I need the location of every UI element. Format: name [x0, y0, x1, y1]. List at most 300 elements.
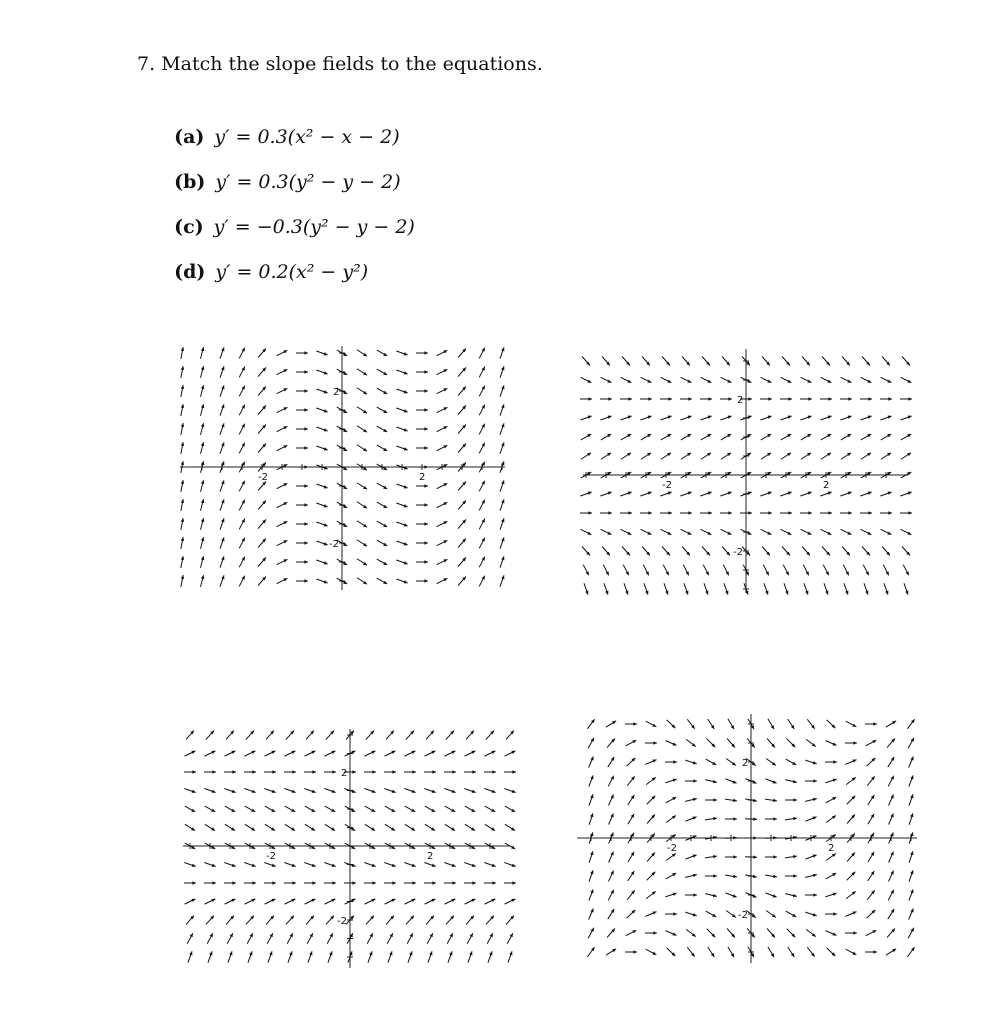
- slope-arrow: [367, 933, 373, 944]
- x-tick-label-neg: -2: [662, 480, 672, 491]
- slope-arrow: [883, 565, 889, 576]
- slope-arrow: [780, 397, 792, 400]
- slope-arrow: [840, 397, 852, 400]
- slope-arrow: [900, 511, 912, 514]
- slope-arrow: [487, 933, 493, 944]
- arrow-head: [409, 951, 412, 955]
- slope-arrow: [701, 453, 711, 459]
- slope-arrow: [841, 529, 852, 534]
- slope-arrow: [667, 948, 676, 956]
- arrow-head: [905, 591, 908, 595]
- arrow-head: [868, 492, 872, 495]
- slope-arrow: [589, 757, 594, 768]
- slope-arrow: [861, 377, 872, 382]
- slope-arrow: [909, 794, 913, 805]
- slope-arrow: [680, 492, 691, 496]
- slope-arrow: [660, 511, 672, 514]
- arrow-head: [312, 770, 316, 773]
- slope-arrow: [607, 738, 615, 747]
- slope-arrow: [909, 813, 913, 824]
- slope-arrow: [468, 951, 472, 962]
- slope-arrow: [220, 385, 224, 396]
- slope-arrow: [603, 565, 609, 576]
- arrow-head: [693, 893, 697, 896]
- slope-arrow: [224, 881, 236, 884]
- slope-arrow: [205, 806, 215, 812]
- slope-arrow: [479, 500, 485, 511]
- slope-arrow: [384, 770, 396, 773]
- slope-arrow: [224, 863, 235, 867]
- slope-arrow: [244, 770, 256, 773]
- slope-arrow: [801, 377, 812, 382]
- slope-arrow: [588, 928, 594, 939]
- slope-arrow: [580, 397, 592, 400]
- arrow-head: [673, 760, 677, 763]
- arrow-head: [304, 484, 308, 487]
- slope-arrow: [701, 434, 711, 440]
- slope-arrow: [604, 583, 608, 594]
- slope-arrow: [765, 875, 777, 878]
- arrow-head: [269, 951, 272, 955]
- arrow-head: [805, 591, 808, 595]
- arrow-head: [908, 492, 912, 495]
- slope-arrow: [458, 481, 466, 490]
- arrow-head: [590, 851, 593, 855]
- slope-arrow: [504, 789, 515, 793]
- slope-arrow: [645, 911, 656, 916]
- arrow-head: [221, 423, 224, 427]
- arrow-head: [910, 813, 913, 817]
- arrow-head: [324, 561, 328, 564]
- slope-arrow: [685, 817, 696, 822]
- slope-arrow: [800, 397, 812, 400]
- arrow-head: [501, 423, 504, 427]
- slope-arrow: [821, 434, 831, 440]
- slope-arrow: [357, 578, 367, 584]
- arrow-head: [492, 770, 496, 773]
- slope-arrow: [840, 492, 851, 496]
- slope-arrow: [504, 863, 515, 867]
- arrow-head: [221, 499, 224, 503]
- slope-arrow: [628, 814, 634, 824]
- slope-arrow: [781, 453, 791, 459]
- slope-arrow: [901, 377, 912, 382]
- slope-arrow: [484, 863, 495, 867]
- slope-arrow: [239, 500, 245, 511]
- problem-heading: [137, 53, 543, 75]
- arrow-head: [693, 779, 697, 782]
- slope-arrow: [306, 916, 314, 925]
- slope-arrow: [504, 770, 516, 773]
- slope-arrow: [466, 916, 474, 925]
- slope-arrow: [900, 416, 911, 420]
- slope-arrow: [500, 366, 504, 377]
- slope-arrow: [627, 890, 634, 899]
- slope-arrow: [646, 777, 656, 784]
- slope-arrow: [846, 777, 856, 784]
- slope-arrow: [406, 731, 414, 740]
- slope-arrow: [601, 453, 611, 459]
- slope-arrow: [765, 817, 777, 820]
- arrow-head: [424, 579, 428, 582]
- slope-arrow: [860, 492, 871, 496]
- slope-arrow: [845, 759, 856, 764]
- slope-arrow: [500, 423, 504, 434]
- arrow-head: [472, 790, 476, 793]
- slope-arrow: [228, 951, 232, 962]
- arrow-head: [688, 416, 692, 419]
- slope-arrow: [396, 427, 407, 431]
- slope-arrow: [181, 442, 184, 454]
- slope-arrow: [866, 930, 877, 936]
- arrow-head: [324, 428, 328, 431]
- slope-arrow: [765, 799, 777, 802]
- slope-arrow: [661, 377, 672, 382]
- slope-arrow: [377, 426, 387, 432]
- slope-arrow: [296, 370, 308, 373]
- slope-arrow: [386, 916, 394, 925]
- slope-arrow: [316, 484, 327, 488]
- arrow-head: [181, 442, 184, 446]
- arrow-head: [512, 881, 516, 884]
- slope-arrow: [680, 397, 692, 400]
- slope-arrow: [864, 583, 868, 594]
- slope-arrow: [860, 416, 871, 420]
- slope-arrow: [889, 814, 894, 825]
- arrow-head: [848, 397, 852, 400]
- slope-arrow: [437, 350, 448, 355]
- slope-arrow: [720, 492, 731, 496]
- equation-label: (b): [174, 171, 206, 193]
- slope-arrow: [305, 899, 316, 904]
- slope-arrow: [763, 565, 769, 576]
- slope-arrow: [296, 446, 308, 449]
- slope-arrow: [326, 916, 334, 925]
- slope-arrow: [247, 933, 253, 944]
- arrow-head: [768, 511, 772, 514]
- slope-arrow: [328, 951, 332, 962]
- arrow-head: [452, 864, 456, 867]
- slope-arrow: [587, 719, 594, 729]
- arrow-head: [768, 416, 772, 419]
- slope-arrow: [500, 442, 504, 453]
- arrow-head: [873, 722, 877, 725]
- arrow-head: [673, 893, 677, 896]
- slope-arrow: [785, 817, 797, 820]
- slope-arrow: [680, 416, 691, 420]
- slope-arrow: [662, 356, 670, 365]
- slope-arrow: [580, 416, 591, 420]
- arrow-head: [753, 836, 757, 839]
- slope-arrow: [621, 453, 631, 459]
- arrow-head: [452, 770, 456, 773]
- slope-arrow: [284, 770, 296, 773]
- slope-arrow: [246, 731, 254, 740]
- slope-arrow: [277, 407, 288, 412]
- slope-arrow: [437, 426, 448, 431]
- slope-arrow: [780, 492, 791, 496]
- arrow-head: [501, 518, 504, 522]
- slope-arrow: [327, 933, 333, 944]
- slope-arrow: [844, 583, 848, 594]
- arrow-head: [813, 913, 817, 916]
- arrow-head: [304, 389, 308, 392]
- arrow-head: [369, 951, 372, 955]
- slope-arrow: [701, 529, 712, 534]
- arrow-head: [332, 790, 336, 793]
- slope-arrow: [404, 789, 415, 793]
- slope-arrow: [764, 583, 768, 594]
- slope-arrow: [589, 870, 593, 881]
- slope-arrow: [820, 397, 832, 400]
- slope-arrow: [424, 863, 435, 867]
- y-tick-label-neg: -2: [738, 910, 748, 921]
- slope-arrow: [666, 816, 676, 823]
- arrow-head: [808, 416, 812, 419]
- arrow-head: [668, 492, 672, 495]
- slope-arrow: [805, 779, 817, 782]
- slope-arrow: [268, 951, 272, 962]
- slope-arrow: [316, 503, 327, 507]
- slope-arrow: [377, 388, 387, 394]
- slope-arrow: [277, 369, 288, 374]
- arrow-head: [588, 416, 592, 419]
- arrow-head: [509, 951, 512, 955]
- slope-arrow: [220, 575, 224, 586]
- arrow-head: [825, 591, 828, 595]
- arrow-head: [888, 397, 892, 400]
- slope-arrow: [220, 537, 224, 548]
- slope-arrow: [368, 951, 372, 962]
- slope-arrow: [424, 881, 436, 884]
- arrow-head: [501, 404, 504, 408]
- slope-arrow: [201, 575, 205, 587]
- arrow-head: [708, 397, 712, 400]
- slope-arrow: [680, 511, 692, 514]
- slope-arrow: [437, 521, 448, 526]
- arrow-head: [648, 397, 652, 400]
- arrow-head: [324, 542, 328, 545]
- slope-arrow: [647, 872, 655, 880]
- slope-arrow: [803, 565, 809, 576]
- slope-arrow: [324, 789, 335, 793]
- slope-arrow: [205, 899, 216, 904]
- slope-arrow: [479, 424, 485, 435]
- slope-arrow: [277, 578, 288, 583]
- slope-arrow: [181, 537, 184, 549]
- slope-arrow: [416, 351, 428, 354]
- arrow-head: [304, 465, 308, 468]
- slope-arrow: [842, 546, 850, 555]
- slope-arrow: [867, 910, 876, 918]
- slope-arrow: [862, 546, 870, 555]
- slope-arrow: [265, 806, 275, 812]
- arrow-head: [324, 504, 328, 507]
- slope-arrow: [185, 806, 195, 812]
- arrow-head: [628, 397, 632, 400]
- arrow-head: [252, 770, 256, 773]
- slope-arrow: [458, 367, 466, 376]
- slope-arrow: [187, 933, 193, 944]
- slope-arrow: [181, 423, 184, 435]
- slope-arrow: [624, 583, 628, 594]
- arrow-head: [424, 541, 428, 544]
- arrow-head: [685, 591, 688, 595]
- slope-arrow: [404, 770, 416, 773]
- arrow-head: [292, 864, 296, 867]
- arrow-head: [452, 881, 456, 884]
- slope-arrow: [184, 881, 196, 884]
- arrow-head: [873, 950, 877, 953]
- arrow-head: [693, 761, 697, 764]
- slope-arrow: [485, 806, 495, 812]
- slope-arrow: [800, 511, 812, 514]
- arrow-head: [793, 874, 797, 877]
- arrow-head: [212, 864, 216, 867]
- slope-arrow: [842, 356, 850, 365]
- slope-arrow: [479, 443, 485, 454]
- slope-arrow: [458, 519, 466, 528]
- arrow-head: [788, 511, 792, 514]
- slope-arrow: [620, 416, 631, 420]
- slope-arrow: [722, 356, 730, 365]
- arrow-head: [501, 537, 504, 541]
- slope-arrow: [458, 386, 466, 395]
- arrow-head: [808, 492, 812, 495]
- slope-arrow: [589, 775, 594, 786]
- slope-arrow: [201, 366, 205, 378]
- slope-arrow: [425, 751, 436, 756]
- equation-label: (c): [174, 216, 204, 238]
- slope-arrow: [258, 576, 266, 585]
- arrow-head: [432, 881, 436, 884]
- arrow-head: [252, 881, 256, 884]
- slope-arrow: [761, 529, 772, 534]
- slope-arrow: [801, 434, 811, 440]
- slope-arrow: [239, 538, 245, 549]
- slope-arrow: [416, 541, 428, 544]
- slope-arrow: [725, 817, 737, 820]
- slope-arrow: [464, 881, 476, 884]
- slope-arrow: [805, 817, 816, 822]
- slope-arrow: [220, 499, 224, 510]
- slope-arrow: [626, 740, 637, 746]
- arrow-head: [221, 404, 224, 408]
- slope-arrow: [204, 881, 216, 884]
- arrow-head: [192, 881, 196, 884]
- slope-arrow: [181, 575, 184, 587]
- slope-arrow: [908, 738, 914, 749]
- slope-arrow: [426, 916, 434, 925]
- slope-arrow: [685, 760, 696, 764]
- slope-arrow: [725, 893, 736, 898]
- slope-arrow: [316, 427, 327, 431]
- equation-text: y′ = −0.3(y² − y − 2): [213, 216, 415, 238]
- slope-arrow: [661, 453, 671, 459]
- slope-arrow: [296, 579, 308, 582]
- arrow-head: [605, 591, 608, 595]
- slope-arrow: [888, 909, 894, 919]
- arrow-head: [733, 817, 737, 820]
- arrow-head: [673, 912, 677, 915]
- slope-arrow: [445, 899, 456, 904]
- y-tick-label-pos: 2: [333, 387, 340, 398]
- slope-arrow: [181, 385, 184, 397]
- y-tick-label-neg: -2: [337, 916, 347, 927]
- slope-arrow: [841, 377, 852, 382]
- slope-arrow: [706, 911, 716, 917]
- arrow-head: [848, 511, 852, 514]
- arrow-head: [492, 864, 496, 867]
- arrow-head: [489, 951, 492, 955]
- slope-arrow: [645, 741, 657, 744]
- slope-arrow: [666, 873, 676, 879]
- slope-arrow: [377, 540, 387, 546]
- slope-arrow: [416, 579, 428, 582]
- slope-arrow: [364, 789, 375, 793]
- slope-arrow: [500, 385, 504, 396]
- arrow-head: [181, 404, 184, 408]
- arrow-head: [404, 561, 408, 564]
- slope-arrow: [608, 776, 614, 787]
- arrow-head: [512, 790, 516, 793]
- slope-arrow: [220, 480, 224, 491]
- arrow-head: [748, 511, 752, 514]
- slope-arrow: [826, 873, 836, 879]
- slope-arrow: [820, 492, 831, 496]
- slope-arrow: [661, 529, 672, 534]
- slope-arrow: [357, 559, 367, 565]
- slope-arrow: [444, 863, 455, 867]
- slope-arrow: [479, 557, 485, 568]
- slope-arrow: [416, 408, 428, 411]
- arrow-head: [372, 770, 376, 773]
- arrow-head: [492, 790, 496, 793]
- slope-arrow: [702, 356, 710, 365]
- arrow-head: [705, 591, 708, 595]
- slope-arrow: [185, 751, 196, 756]
- slope-arrow: [801, 529, 812, 534]
- slope-arrow: [484, 881, 496, 884]
- slope-arrow: [706, 759, 716, 765]
- arrow-head: [404, 542, 408, 545]
- slope-arrow: [265, 751, 276, 756]
- slope-arrow: [437, 369, 448, 374]
- arrow-head: [753, 875, 757, 878]
- slope-arrow: [628, 852, 634, 862]
- slope-arrow: [201, 385, 205, 397]
- arrow-head: [469, 951, 472, 955]
- slope-arrow: [479, 576, 485, 587]
- slope-arrow: [277, 388, 288, 393]
- slope-arrow: [357, 540, 367, 546]
- slope-arrow: [766, 911, 776, 918]
- arrow-head: [412, 881, 416, 884]
- slope-arrow: [326, 731, 334, 740]
- slope-arrow: [642, 546, 650, 555]
- slope-arrow: [621, 434, 631, 440]
- slope-arrow: [226, 731, 234, 740]
- arrow-head: [501, 347, 504, 351]
- slope-arrow: [761, 453, 771, 459]
- arrow-head: [773, 817, 777, 820]
- slope-arrow: [782, 356, 790, 365]
- arrow-head: [628, 492, 632, 495]
- slope-arrow: [239, 424, 245, 435]
- slope-arrow: [500, 537, 504, 548]
- arrow-head: [753, 817, 757, 820]
- slope-arrow: [437, 540, 448, 545]
